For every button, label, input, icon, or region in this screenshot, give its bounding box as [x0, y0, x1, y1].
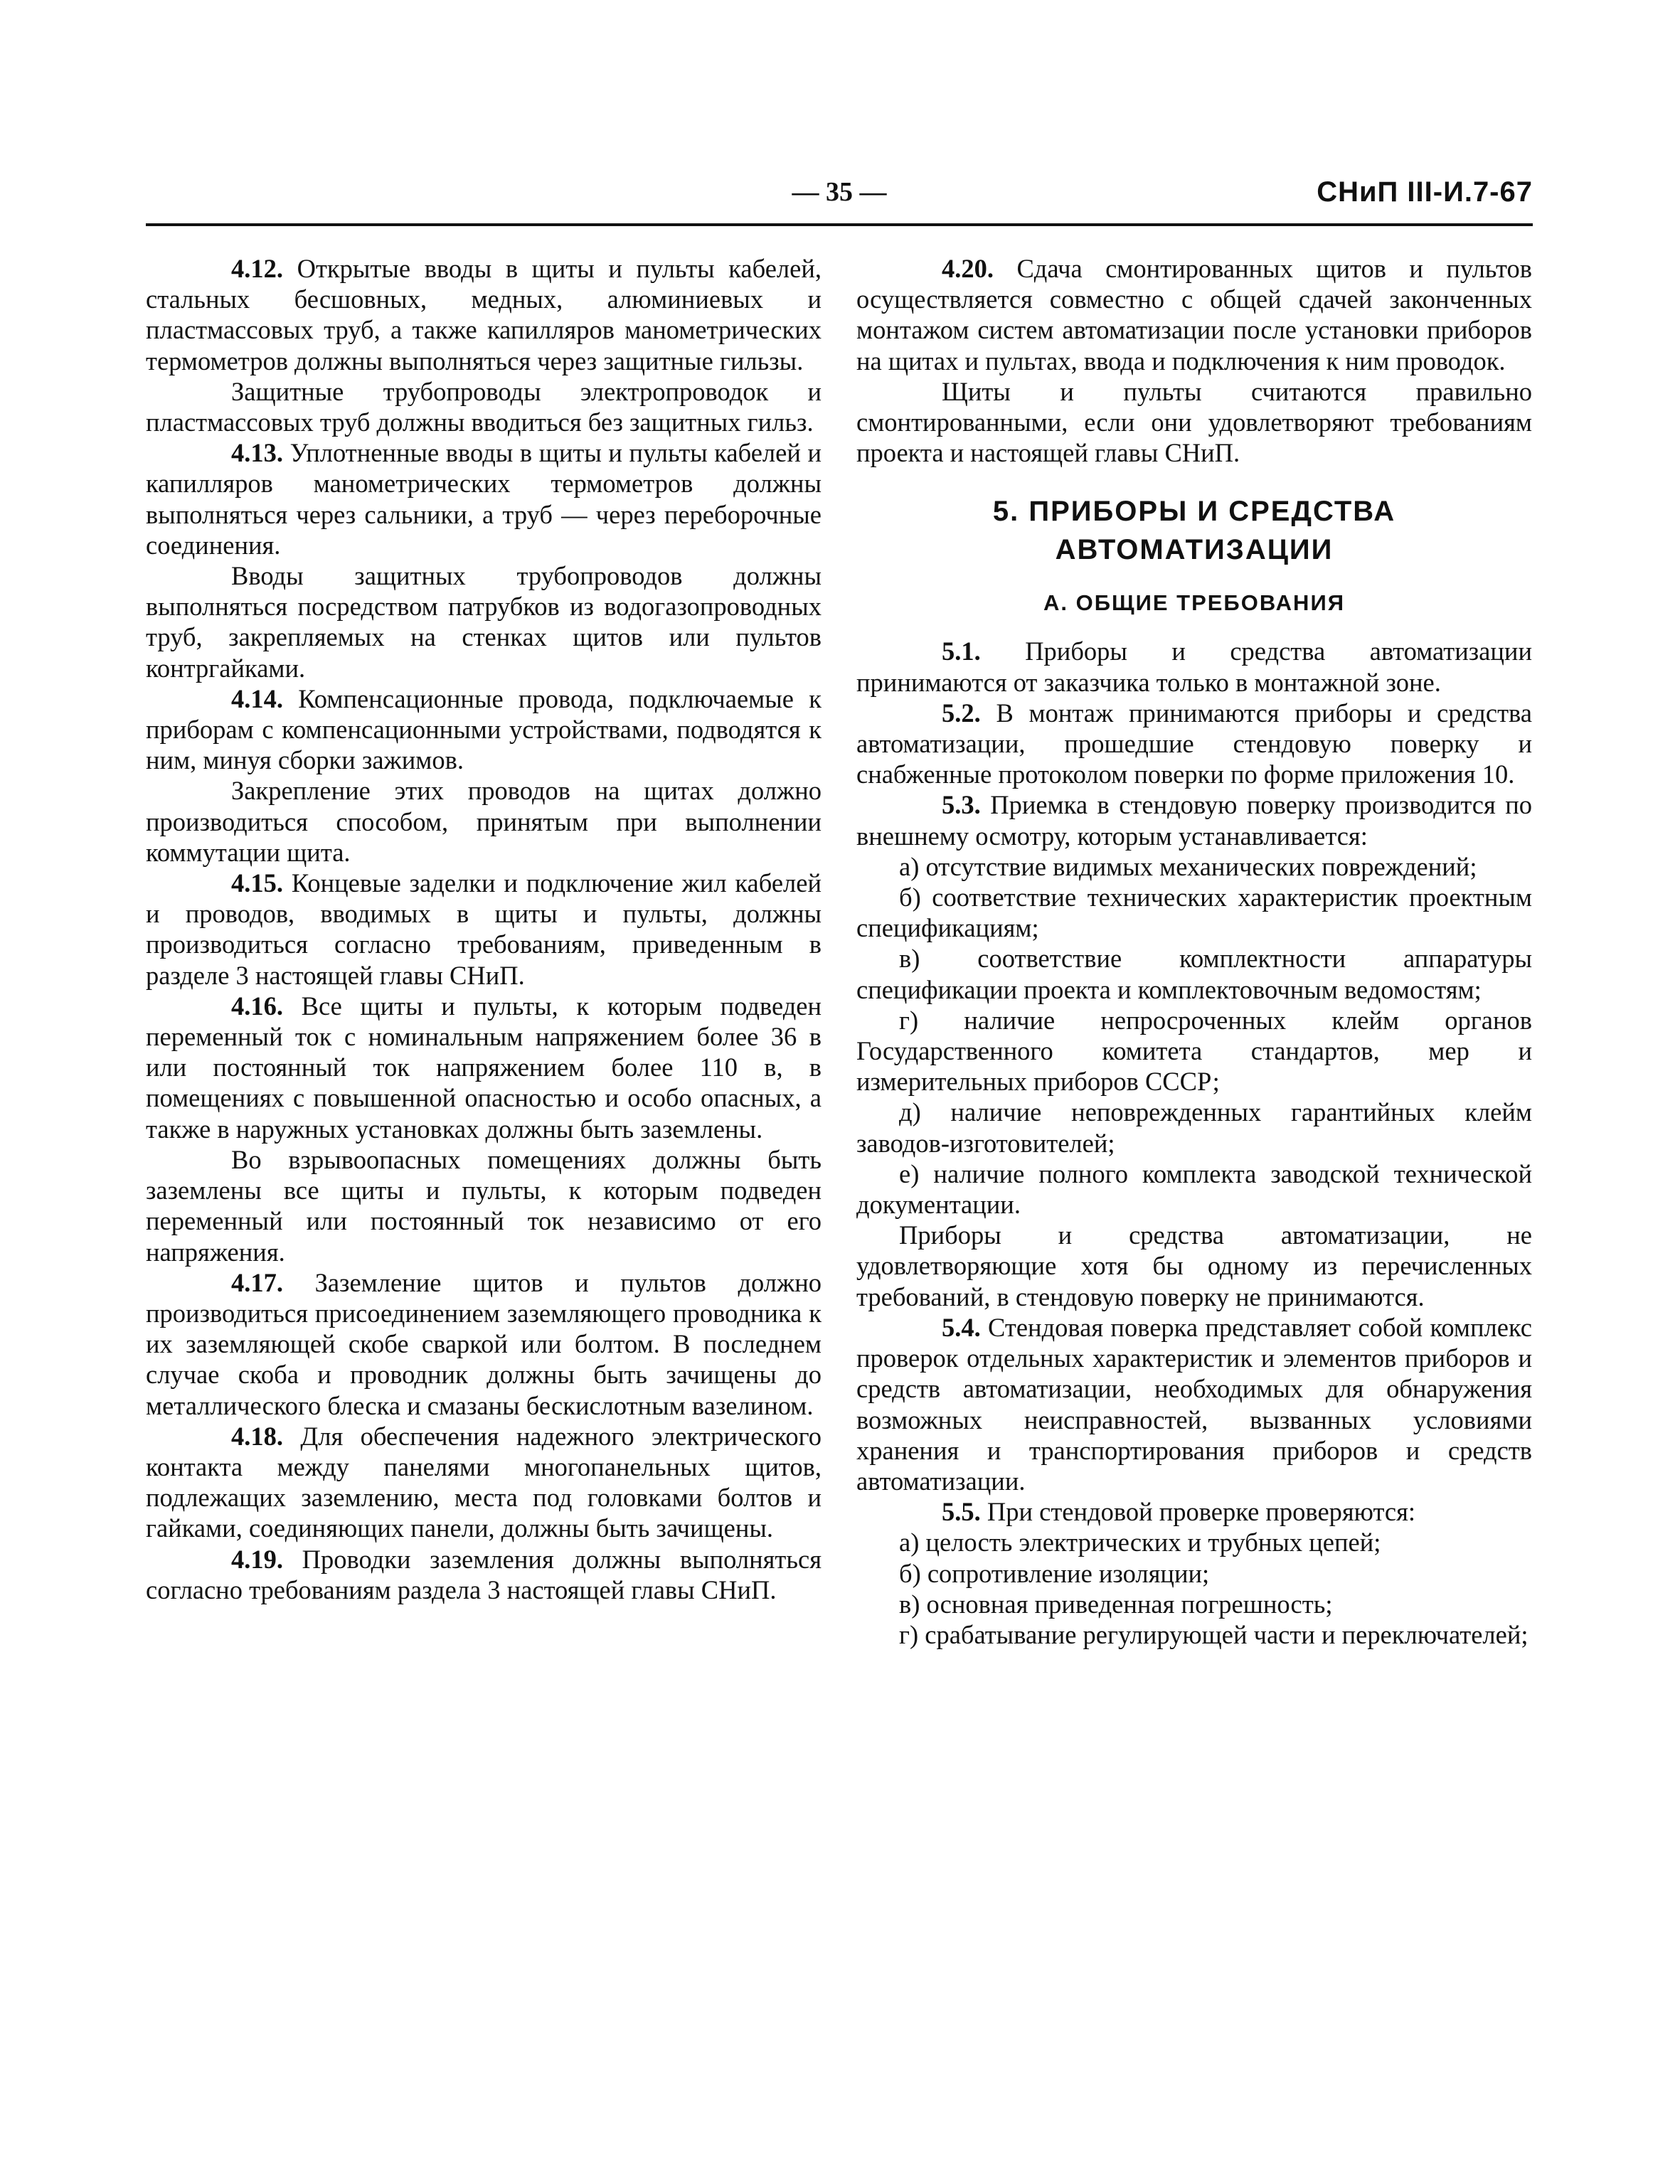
paragraph-text: б) соответствие технических характеристик проектным спецификациям;	[856, 883, 1532, 943]
subsection-title: А. ОБЩИЕ ТРЕБОВАНИЯ	[1043, 590, 1346, 616]
paragraph-text: Компенсационные провода, подключаемые к приборам с компенсационными устройствами, подводятся к ним, минуя сборки зажимов.	[146, 683, 822, 775]
paragraph	[856, 376, 1532, 469]
clause-number: 4.15.	[231, 868, 283, 898]
paragraph-text: Сдача смонтированных щитов и пультов осуществляется совместно с общей сдачей законченных монтажом систем автоматизации после установки приборов на щитах и пультах, ввода и подключения к ним проводок.	[856, 254, 1532, 375]
clause-number: 5.3.	[942, 790, 981, 820]
clause-number: 5.1.	[942, 636, 981, 666]
clause-number: 4.14.	[231, 683, 283, 713]
paragraph	[146, 560, 822, 683]
clause-paragraph	[146, 1267, 822, 1421]
paragraph-text: Концевые заделки и подключение жил кабелей и проводов, вводимых в щиты и пульты, должны производиться согласно требованиям, приведенным в разделе 3 настоящей главы СНиП.	[146, 868, 822, 990]
paragraph-text: Уплотненные вводы в щиты и пульты кабелей и капилляров манометрических термометров должны выполняться через сальники, а труб — через переборочные соединения.	[146, 438, 822, 560]
paragraph-text: Во взрывоопасных помещениях должны быть заземлены все щиты и пульты, к которым подведен переменный или постоянный ток независимо от его напряжения.	[146, 1144, 822, 1267]
paragraph-text: а) отсутствие видимых механических повреждений;	[899, 851, 1477, 881]
paragraph	[146, 376, 822, 437]
paragraph-text: Щиты и пульты считаются правильно смонтированными, если они удовлетворяют требованиям проекта и настоящей главы СНиП.	[856, 376, 1532, 468]
clause-paragraph	[146, 1421, 822, 1544]
paragraph	[856, 1158, 1532, 1220]
paragraph-text: Защитные трубопроводы электропроводок и пластмассовых труб должны вводиться без защитных гильз.	[146, 376, 822, 437]
section-title-line2: АВТОМАТИЗАЦИИ	[1055, 534, 1334, 566]
paragraph	[856, 882, 1532, 943]
clause-number: 4.18.	[231, 1421, 283, 1451]
paragraph-text: е) наличие полного комплекта заводской технической документации.	[856, 1158, 1532, 1220]
clause-paragraph	[856, 1496, 1532, 1527]
clause-number: 4.20.	[942, 254, 994, 283]
paragraph	[856, 1005, 1532, 1097]
paragraph-text: г) срабатывание регулирующей части и переключателей;	[899, 1619, 1529, 1649]
page-header	[146, 176, 1533, 219]
paragraph-text: Стендовая поверка представляет собой комплекс проверок отдельных характеристик и элементов приборов и средств автоматизации, необходимых для обнаружения возможных неисправностей, вызванных условиями хранения и транспортирования приборов и средств автоматизации.	[856, 1312, 1532, 1496]
paragraph-text: Открытые вводы в щиты и пульты кабелей, стальных бесшовных, медных, алюминиевых и пластмассовых труб, а также капилляров манометрических термометров должны выполняться через защитные гильзы.	[146, 254, 822, 375]
paragraph-text: В монтаж принимаются приборы и средства автоматизации, прошедшие стендовую поверку и снабженные протоколом поверки по форме приложения 10.	[856, 698, 1532, 789]
paragraph	[856, 1619, 1532, 1650]
clause-paragraph	[146, 683, 822, 776]
paragraph	[856, 1527, 1532, 1557]
paragraph-text: Все щиты и пульты, к которым подведен переменный ток с номинальным напряжением более 36 в или постоянный ток напряжением более 110 в, в помещениях с повышенной опасностью и особо опасных, а также в наружных установках должны быть заземлены.	[146, 991, 822, 1144]
paragraph-text: Заземление щитов и пультов должно производиться присоединением заземляющего проводника к их заземляющей скобе сваркой или болтом. В последнем случае скоба и проводник должны быть зачищены до металлического блеска и смазаны бескислотным вазелином.	[146, 1267, 822, 1420]
paragraph-text: Приборы и средства автоматизации принимаются от заказчика только в монтажной зоне.	[856, 636, 1532, 697]
clause-number: 5.4.	[942, 1312, 981, 1342]
paragraph-text: При стендовой проверке проверяются:	[980, 1497, 1416, 1527]
clause-number: 4.19.	[231, 1544, 283, 1574]
clause-paragraph	[146, 437, 822, 560]
paragraph-text: Приборы и средства автоматизации, не удовлетворяющие хотя бы одному из перечисленных требований, в стендовую поверку не принимаются.	[856, 1220, 1532, 1311]
clause-paragraph	[146, 253, 822, 376]
right-column-bottom	[856, 636, 1532, 1650]
document-code: СНиП III-И.7-67	[1317, 176, 1533, 208]
clause-paragraph	[146, 868, 822, 991]
paragraph-text: а) целость электрических и трубных цепей;	[899, 1528, 1381, 1557]
clause-paragraph	[146, 991, 822, 1144]
paragraph	[856, 1589, 1532, 1619]
clause-paragraph	[856, 698, 1532, 790]
clause-number: 4.17.	[231, 1267, 283, 1297]
paragraph	[856, 943, 1532, 1004]
paragraph	[856, 1558, 1532, 1589]
clause-paragraph	[856, 253, 1532, 376]
clause-paragraph	[856, 789, 1532, 851]
paragraph-text: в) основная приведенная погрешность;	[899, 1589, 1333, 1619]
paragraph-text: Приемка в стендовую поверку производится по внешнему осмотру, которым устанавливается:	[856, 790, 1532, 851]
clause-paragraph	[146, 1544, 822, 1605]
clause-paragraph	[856, 1312, 1532, 1496]
clause-number: 4.13.	[231, 438, 283, 468]
paragraph-text: г) наличие непросроченных клейм органов Государственного комитета стандартов, мер и измерительных приборов СССР;	[856, 1005, 1532, 1097]
clause-number: 5.5.	[942, 1497, 981, 1527]
paragraph-text: б) сопротивление изоляции;	[899, 1558, 1210, 1588]
clause-number: 4.16.	[231, 991, 283, 1021]
section-title	[856, 492, 1532, 569]
paragraph-text: в) соответствие комплектности аппаратуры спецификации проекта и комплектовочным ведомостям;	[856, 944, 1532, 1004]
paragraph-text: д) наличие неповрежденных гарантийных клейм заводов-изготовителей;	[856, 1097, 1532, 1158]
clause-paragraph	[856, 636, 1532, 697]
clause-number: 5.2.	[942, 698, 981, 728]
right-column	[856, 253, 1532, 1650]
paragraph	[856, 1220, 1532, 1312]
paragraph	[146, 775, 822, 868]
paragraph-text: Закрепление этих проводов на щитах должно производиться способом, принятым при выполнении коммутации щита.	[146, 776, 822, 867]
paragraph-text: Проводки заземления должны выполняться согласно требованиям раздела 3 настоящей главы СНиП.	[146, 1544, 822, 1604]
right-column-top	[856, 253, 1532, 468]
paragraph-text: Вводы защитных трубопроводов должны выполняться посредством патрубков из водогазопроводных труб, закрепляемых на стенках щитов или пультов контргайками.	[146, 561, 822, 683]
paragraph-text: Для обеспечения надежного электрического контакта между панелями многопанельных щитов, подлежащих заземлению, места под головками болтов и гайками, соединяющих панели, должны быть зачищены.	[146, 1421, 822, 1543]
header-rule	[146, 223, 1533, 226]
clause-number: 4.12.	[231, 254, 283, 283]
page-number: — 35 —	[792, 177, 887, 207]
section-title-line1: 5. ПРИБОРЫ И СРЕДСТВА	[992, 496, 1396, 528]
paragraph	[146, 1144, 822, 1267]
paragraph	[856, 1097, 1532, 1158]
paragraph	[856, 851, 1532, 882]
left-column	[146, 253, 822, 1605]
